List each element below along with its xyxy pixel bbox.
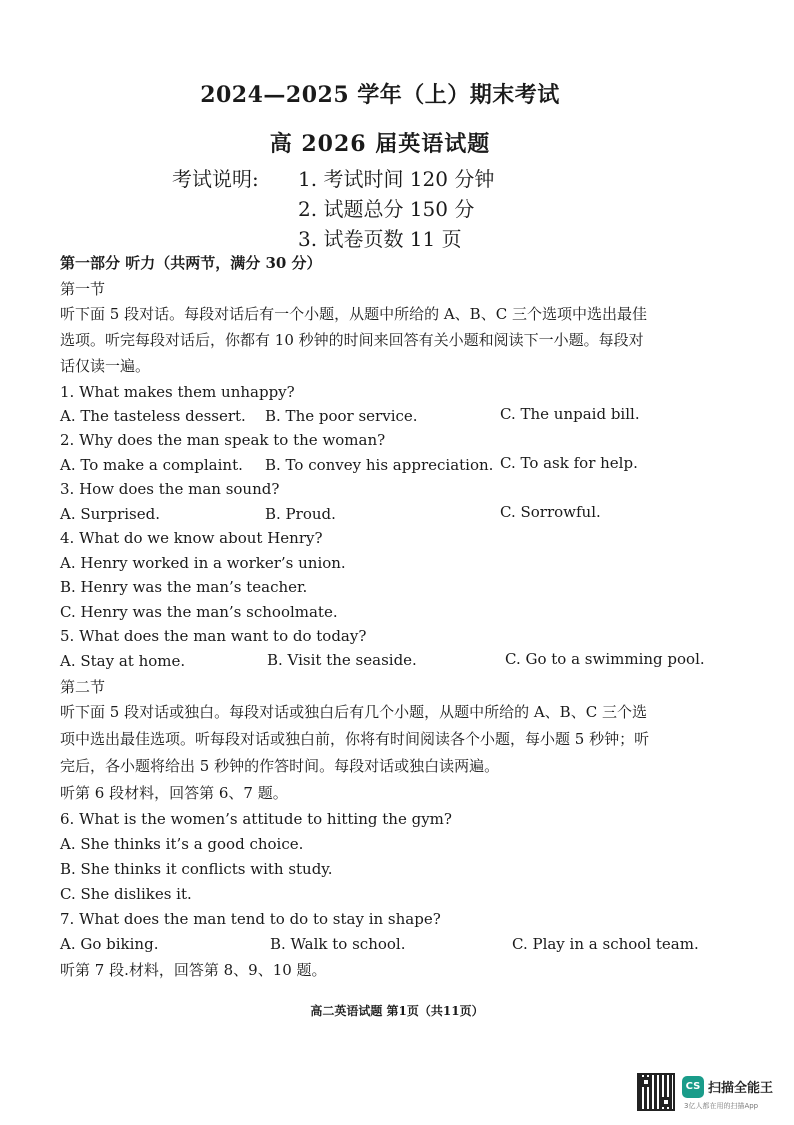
option-b: B. Walk to school. (270, 935, 406, 953)
option-b: B. Visit the seaside. (267, 651, 417, 669)
option-a: A. Henry worked in a worker’s union. (60, 554, 346, 572)
instructions-label: 考试说明: (172, 167, 259, 191)
section1-directions-line: 选项。听完每段对话后，你都有 10 秒钟的时间来回答有关小题和阅读下一小题。每段对 (60, 331, 644, 349)
instruction-pages: 3. 试卷页数 11 页 (298, 227, 462, 251)
option-b: B. Henry was the man’s teacher. (60, 578, 308, 596)
qr-code-icon (637, 1073, 675, 1111)
camscanner-logo-icon: CS (682, 1076, 704, 1098)
question-stem: 1. What makes them unhappy? (60, 383, 295, 401)
question-stem: 2. Why does the man speak to the woman? (60, 431, 386, 449)
section1-directions-line: 话仅读一遍。 (60, 357, 151, 375)
option-c: C. To ask for help. (500, 454, 638, 472)
question-stem: 4. What do we know about Henry? (60, 529, 323, 547)
option-a: A. She thinks it’s a good choice. (60, 835, 304, 853)
option-c: C. Play in a school team. (512, 935, 699, 953)
option-c: C. She dislikes it. (60, 885, 192, 903)
question-stem: 6. What is the women’s attitude to hitting the gym? (60, 810, 452, 828)
part1-heading: 第一部分 听力（共两节，满分 30 分） (60, 254, 322, 272)
option-a: A. Stay at home. (60, 652, 186, 670)
section1-directions-line: 听下面 5 段对话。每段对话后有一个小题，从题中所给的 A、B、C 三个选项中选出最佳 (60, 305, 647, 323)
material-note: 听第 7 段.材料，回答第 8、9、10 题。 (60, 961, 327, 979)
section2-directions-line: 项中选出最佳选项。听每段对话或独白前，你将有时间阅读各个小题，每小题 5 秒钟；听 (60, 730, 650, 748)
option-a: A. To make a complaint. (60, 456, 243, 474)
option-a: A. Go biking. (60, 935, 159, 953)
option-b: B. Proud. (265, 505, 336, 523)
option-b: B. She thinks it conflicts with study. (60, 860, 333, 878)
section1-label: 第一节 (60, 280, 106, 298)
exam-subtitle: 高 2026 届英语试题 (269, 131, 491, 157)
option-b: B. The poor service. (265, 407, 418, 425)
material-note: 听第 6 段材料，回答第 6、7 题。 (60, 784, 288, 802)
question-stem: 5. What does the man want to do today? (60, 627, 367, 645)
instruction-time: 1. 考试时间 120 分钟 (298, 167, 495, 191)
option-c: C. Henry was the man’s schoolmate. (60, 603, 338, 621)
question-stem: 7. What does the man tend to do to stay in shape? (60, 910, 441, 928)
camscanner-tagline: 3亿人都在用的扫描App (684, 1102, 759, 1110)
option-c: C. Sorrowful. (500, 503, 601, 521)
option-b: B. To convey his appreciation. (265, 456, 494, 474)
camscanner-name: 扫描全能王 (708, 1081, 774, 1096)
option-a: A. Surprised. (60, 505, 160, 523)
option-c: C. Go to a swimming pool. (505, 650, 705, 668)
option-c: C. The unpaid bill. (500, 405, 640, 423)
option-a: A. The tasteless dessert. (60, 407, 246, 425)
section2-directions-line: 听下面 5 段对话或独白。每段对话或独白后有几个小题，从题中所给的 A、B、C 三个选 (60, 703, 647, 721)
instruction-score: 2. 试题总分 150 分 (298, 197, 475, 221)
exam-title: 2024—2025 学年（上）期末考试 (200, 82, 560, 108)
section2-directions-line: 完后，各小题将给出 5 秒钟的作答时间。每段对话或独白读两遍。 (60, 757, 500, 775)
page-footer: 高二英语试题 第1页（共11页） (310, 1004, 484, 1018)
section2-label: 第二节 (60, 678, 106, 696)
question-stem: 3. How does the man sound? (60, 480, 280, 498)
